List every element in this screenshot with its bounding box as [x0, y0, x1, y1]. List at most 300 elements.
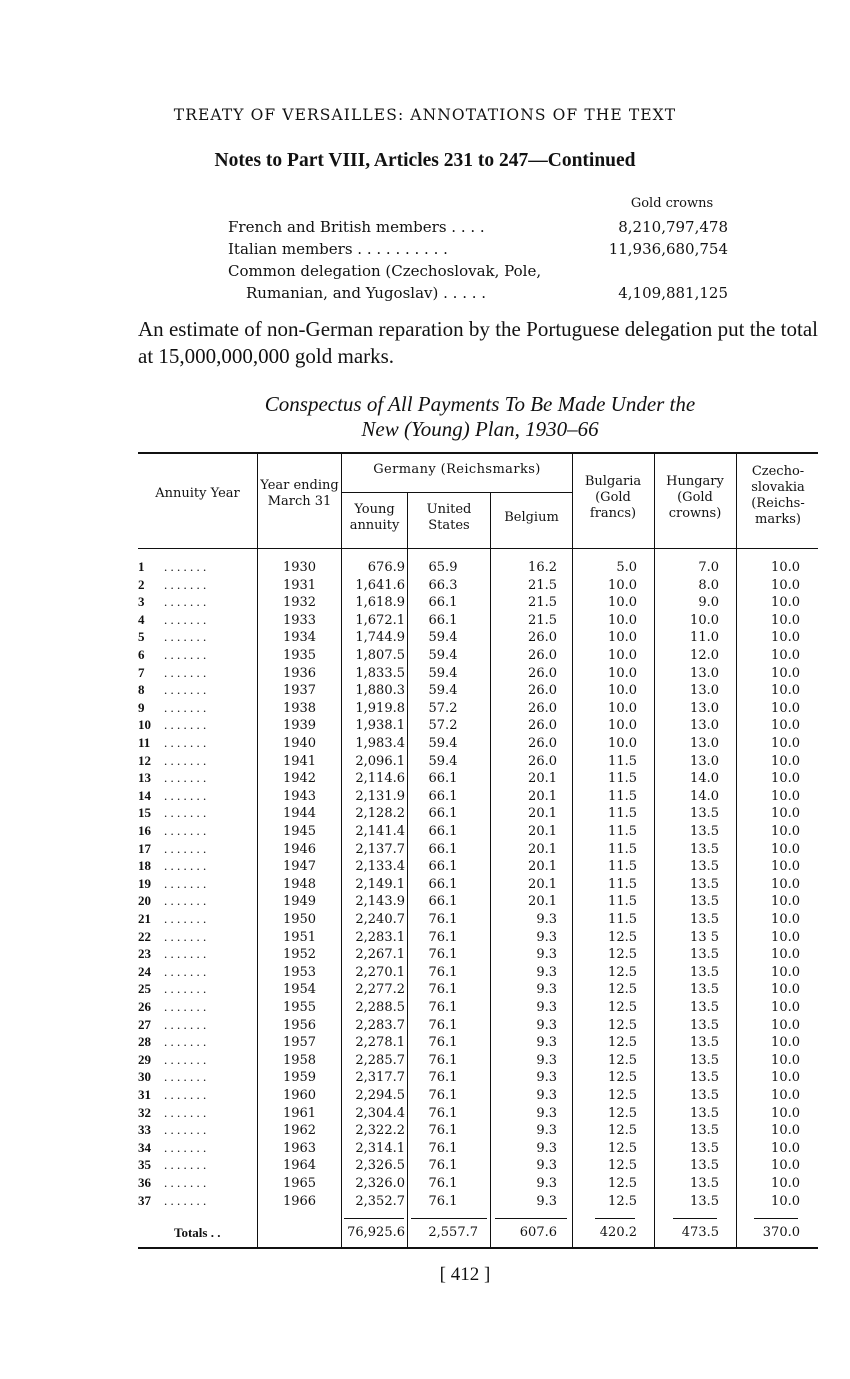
cell-belgium: 20.1 — [528, 788, 557, 804]
annuity-year-number: 9 — [138, 699, 145, 715]
leader-dots: . . . . . . . — [164, 963, 207, 979]
cell-czechoslovakia: 10.0 — [771, 894, 800, 910]
cell-hungary: 13.5 — [690, 1035, 719, 1051]
leader-dots: . . . . . . . — [164, 717, 207, 733]
cell-year-ending: 1942 — [282, 771, 317, 787]
annuity-year-label — [138, 1052, 206, 1068]
annuity-year-number: 37 — [138, 1192, 151, 1208]
cell-young-annuity: 2,283.7 — [355, 1017, 405, 1033]
cell-united-states: 59.4 — [428, 753, 458, 769]
cell-hungary: 13.5 — [690, 1052, 719, 1068]
running-head: TREATY OF VERSAILLES: ANNOTATIONS OF THE TEXT — [173, 106, 677, 124]
cell-belgium: 21.5 — [528, 612, 557, 628]
cell-czechoslovakia: 10.0 — [771, 841, 800, 857]
cell-bulgaria: 12.5 — [608, 982, 637, 998]
cell-united-states: 66.1 — [428, 612, 458, 628]
header-hungary: Hungary (Gold crowns) — [666, 474, 724, 521]
annuity-year-label — [138, 1122, 206, 1138]
column-divider — [341, 452, 342, 1247]
leader-dots: . . . . . . . — [164, 647, 207, 662]
annuity-year-number: 21 — [138, 911, 151, 926]
annuity-year-label — [138, 929, 206, 945]
leader-dots: . . . . . . . — [164, 1122, 207, 1138]
leader-dots: . . . . . . . — [164, 911, 207, 926]
cell-hungary: 13.0 — [690, 665, 719, 681]
cell-czechoslovakia: 10.0 — [771, 665, 800, 681]
gold-crowns-label: Common delegation (Czechoslovak, Pole, — [228, 262, 542, 280]
total-czechoslovakia: 370.0 — [762, 1225, 800, 1240]
cell-belgium: 26.0 — [528, 665, 557, 681]
cell-united-states: 76.1 — [428, 1193, 458, 1209]
cell-young-annuity: 1,807.5 — [355, 648, 405, 663]
annuity-year-label — [138, 594, 206, 610]
cell-hungary: 9.0 — [698, 595, 719, 611]
annuity-year-number: 4 — [138, 611, 145, 627]
cell-belgium: 9.3 — [536, 1052, 557, 1068]
annuity-year-label — [138, 858, 206, 874]
cell-belgium: 9.3 — [536, 1035, 557, 1051]
cell-hungary: 13.0 — [690, 718, 719, 734]
cell-young-annuity: 2,304.4 — [355, 1105, 405, 1121]
annuity-year-label — [138, 946, 206, 962]
annuity-year-label — [138, 1157, 206, 1173]
cell-united-states: 76.1 — [428, 1035, 458, 1051]
annuity-year-number: 1 — [138, 559, 145, 574]
annuity-year-label — [138, 559, 206, 575]
annuity-year-label — [138, 788, 206, 804]
cell-belgium: 20.1 — [528, 841, 557, 857]
cell-year-ending: 1941 — [282, 753, 317, 769]
cell-belgium: 20.1 — [528, 859, 557, 875]
cell-bulgaria: 10.0 — [608, 736, 637, 751]
cell-bulgaria: 11.5 — [608, 788, 637, 804]
annuity-year-label — [138, 805, 206, 821]
annuity-year-number: 34 — [138, 1139, 151, 1155]
cell-young-annuity: 2,314.1 — [355, 1140, 405, 1156]
cell-bulgaria: 12.5 — [608, 1017, 637, 1033]
cell-czechoslovakia: 10.0 — [771, 718, 800, 734]
annuity-year-number: 6 — [138, 647, 145, 662]
cell-young-annuity: 2,149.1 — [355, 876, 405, 892]
cell-united-states: 76.1 — [428, 1017, 458, 1033]
cell-young-annuity: 1,880.3 — [355, 683, 405, 699]
cell-young-annuity: 2,143.9 — [355, 894, 405, 910]
page-number: [ 412 ] — [439, 1264, 491, 1285]
cell-belgium: 21.5 — [528, 577, 557, 593]
cell-czechoslovakia: 10.0 — [771, 964, 800, 980]
cell-united-states: 66.3 — [428, 577, 458, 593]
cell-united-states: 76.1 — [428, 1176, 458, 1191]
annuity-year-label — [138, 577, 206, 593]
cell-czechoslovakia: 10.0 — [771, 736, 800, 751]
leader-dots: . . . . . . . — [164, 787, 207, 803]
annuity-year-label — [138, 1087, 206, 1103]
cell-young-annuity: 2,096.1 — [355, 753, 405, 769]
total-underline — [495, 1218, 567, 1219]
annuity-year-number: 8 — [138, 682, 145, 698]
header-bulgaria: Bulgaria (Gold francs) — [584, 474, 642, 521]
leader-dots: . . . . . . . — [164, 752, 207, 768]
annuity-year-label — [138, 629, 206, 645]
annuity-year-label — [138, 893, 206, 909]
cell-czechoslovakia: 10.0 — [771, 912, 800, 927]
cell-bulgaria: 10.0 — [608, 630, 637, 646]
cell-bulgaria: 12.5 — [608, 964, 637, 980]
annuity-year-label — [138, 964, 206, 980]
cell-united-states: 66.1 — [428, 894, 458, 910]
cell-hungary: 14.0 — [690, 771, 719, 787]
cell-year-ending: 1930 — [282, 560, 317, 575]
cell-belgium: 9.3 — [536, 1017, 557, 1033]
cell-belgium: 20.1 — [528, 876, 557, 892]
cell-bulgaria: 5.0 — [616, 560, 637, 575]
header-germany-group: Germany (Reichsmarks) — [373, 462, 541, 477]
cell-year-ending: 1934 — [282, 630, 317, 646]
leader-dots: . . . . . . . — [164, 1104, 207, 1120]
cell-united-states: 76.1 — [428, 1052, 458, 1068]
leader-dots: . . . . . . . — [164, 629, 207, 645]
cell-belgium: 26.0 — [528, 736, 557, 751]
cell-year-ending: 1932 — [282, 595, 317, 611]
cell-young-annuity: 2,326.5 — [355, 1158, 405, 1174]
cell-belgium: 26.0 — [528, 718, 557, 734]
annuity-year-label — [138, 717, 206, 733]
table-bottom-rule — [138, 1247, 818, 1249]
leader-dots: . . . . . . . — [164, 735, 207, 750]
cell-united-states: 59.4 — [428, 630, 458, 646]
cell-belgium: 9.3 — [536, 1105, 557, 1121]
header-annuity-year: Annuity Year — [155, 486, 240, 501]
cell-belgium: 26.0 — [528, 683, 557, 699]
cell-young-annuity: 676.9 — [367, 560, 405, 575]
annuity-year-label — [138, 700, 206, 716]
cell-belgium: 9.3 — [536, 1123, 557, 1139]
cell-young-annuity: 1,618.9 — [355, 595, 405, 611]
cell-hungary: 13.5 — [690, 1123, 719, 1139]
total-united-states: 2,557.7 — [428, 1225, 478, 1240]
cell-year-ending: 1953 — [282, 964, 317, 980]
cell-young-annuity: 2,285.7 — [355, 1052, 405, 1068]
cell-united-states: 66.1 — [428, 771, 458, 787]
leader-dots: . . . . . . . — [164, 823, 207, 838]
cell-year-ending: 1957 — [282, 1035, 317, 1051]
annuity-year-number: 7 — [138, 664, 145, 680]
leader-dots: . . . . . . . — [164, 664, 207, 680]
cell-young-annuity: 2,326.0 — [355, 1176, 405, 1191]
cell-united-states: 76.1 — [428, 1105, 458, 1121]
table-caption — [0, 392, 850, 442]
cell-bulgaria: 11.5 — [608, 876, 637, 892]
gold-crowns-row — [228, 240, 728, 262]
cell-czechoslovakia: 10.0 — [771, 1070, 800, 1086]
cell-united-states: 66.1 — [428, 876, 458, 892]
annuity-year-number: 24 — [138, 963, 151, 979]
annuity-year-label — [138, 753, 206, 769]
cell-young-annuity: 2,322.2 — [355, 1123, 405, 1139]
cell-czechoslovakia: 10.0 — [771, 648, 800, 663]
annuity-year-number: 27 — [138, 1016, 151, 1032]
cell-czechoslovakia: 10.0 — [771, 1017, 800, 1033]
cell-bulgaria: 12.5 — [608, 1035, 637, 1051]
cell-young-annuity: 2,141.4 — [355, 824, 405, 839]
cell-bulgaria: 11.5 — [608, 806, 637, 822]
cell-year-ending: 1947 — [282, 859, 317, 875]
cell-year-ending: 1961 — [282, 1105, 317, 1121]
cell-hungary: 13.5 — [690, 982, 719, 998]
annuity-year-number: 10 — [138, 717, 151, 733]
cell-young-annuity: 2,283.1 — [355, 929, 405, 945]
cell-bulgaria: 10.0 — [608, 612, 637, 628]
annuity-year-number: 19 — [138, 875, 151, 891]
cell-belgium: 20.1 — [528, 894, 557, 910]
cell-hungary: 13.0 — [690, 736, 719, 751]
total-underline — [673, 1218, 717, 1219]
cell-belgium: 9.3 — [536, 982, 557, 998]
cell-hungary: 13.5 — [690, 859, 719, 875]
cell-year-ending: 1937 — [282, 683, 317, 699]
cell-united-states: 59.4 — [428, 665, 458, 681]
cell-hungary: 13.5 — [690, 947, 719, 963]
gold-crowns-row — [228, 284, 728, 306]
cell-bulgaria: 12.5 — [608, 1105, 637, 1121]
cell-czechoslovakia: 10.0 — [771, 612, 800, 628]
cell-belgium: 9.3 — [536, 1000, 557, 1015]
annuity-year-label — [138, 841, 206, 857]
cell-united-states: 76.1 — [428, 1123, 458, 1139]
cell-hungary: 13.5 — [690, 824, 719, 839]
cell-united-states: 76.1 — [428, 912, 458, 927]
cell-year-ending: 1946 — [282, 841, 317, 857]
annuity-year-number: 35 — [138, 1157, 151, 1173]
total-underline — [411, 1218, 487, 1219]
cell-year-ending: 1938 — [282, 700, 317, 716]
cell-united-states: 76.1 — [428, 1000, 458, 1015]
cell-united-states: 76.1 — [428, 982, 458, 998]
cell-year-ending: 1933 — [282, 612, 317, 628]
cell-year-ending: 1952 — [282, 947, 317, 963]
gold-crowns-row — [228, 218, 728, 240]
cell-young-annuity: 1,672.1 — [355, 612, 405, 628]
cell-united-states: 57.2 — [428, 718, 458, 734]
cell-hungary: 13.5 — [690, 964, 719, 980]
cell-czechoslovakia: 10.0 — [771, 947, 800, 963]
cell-hungary: 8.0 — [698, 577, 719, 593]
annuity-year-number: 32 — [138, 1104, 151, 1120]
gold-crowns-unit: Gold crowns — [630, 196, 714, 211]
leader-dots: . . . . . . . — [164, 840, 207, 856]
cell-young-annuity: 1,919.8 — [355, 700, 405, 716]
gold-crowns-row — [228, 262, 728, 284]
cell-bulgaria: 11.5 — [608, 824, 637, 839]
subheading: Notes to Part VIII, Articles 231 to 247—Continued — [214, 150, 636, 171]
cell-bulgaria: 11.5 — [608, 912, 637, 927]
annuity-year-number: 29 — [138, 1051, 151, 1067]
cell-young-annuity: 2,270.1 — [355, 964, 405, 980]
annuity-year-number: 12 — [138, 752, 151, 768]
annuity-year-number: 28 — [138, 1034, 151, 1050]
leader-dots: . . . . . . . — [164, 611, 207, 627]
gold-crowns-value: 8,210,797,478 — [618, 218, 728, 236]
cell-belgium: 20.1 — [528, 806, 557, 822]
cell-young-annuity: 2,288.5 — [355, 1000, 405, 1015]
cell-year-ending: 1948 — [282, 876, 317, 892]
annuity-year-label — [138, 682, 206, 698]
cell-bulgaria: 10.0 — [608, 577, 637, 593]
leader-dots: . . . . . . . — [164, 1051, 207, 1067]
cell-czechoslovakia: 10.0 — [771, 1000, 800, 1015]
annuity-year-label — [138, 1140, 206, 1156]
body-paragraph: An estimate of non-German reparation by the Portuguese delegation put the total at 15,000,000,000 gold marks. — [138, 317, 818, 368]
total-bulgaria: 420.2 — [599, 1225, 637, 1240]
cell-young-annuity: 1,833.5 — [355, 665, 405, 681]
cell-czechoslovakia: 10.0 — [771, 929, 800, 945]
cell-bulgaria: 12.5 — [608, 1070, 637, 1086]
cell-year-ending: 1931 — [282, 577, 317, 593]
germany-group-rule — [341, 492, 572, 493]
header-united-states: United States — [426, 502, 472, 533]
cell-czechoslovakia: 10.0 — [771, 630, 800, 646]
cell-czechoslovakia: 10.0 — [771, 577, 800, 593]
cell-bulgaria: 12.5 — [608, 1176, 637, 1191]
leader-dots: . . . . . . . — [164, 699, 207, 715]
cell-hungary: 13.5 — [690, 894, 719, 910]
table-caption-line: Conspectus of All Payments To Be Made Under the — [264, 392, 696, 416]
cell-year-ending: 1956 — [282, 1017, 317, 1033]
cell-young-annuity: 2,240.7 — [355, 912, 405, 927]
cell-bulgaria: 10.0 — [608, 595, 637, 611]
cell-czechoslovakia: 10.0 — [771, 700, 800, 716]
total-belgium: 607.6 — [519, 1225, 557, 1240]
cell-czechoslovakia: 10.0 — [771, 1176, 800, 1191]
cell-young-annuity: 1,744.9 — [355, 630, 405, 646]
header-year-ending: Year ending March 31 — [260, 478, 339, 509]
cell-belgium: 9.3 — [536, 1088, 557, 1103]
cell-year-ending: 1966 — [282, 1193, 317, 1209]
cell-united-states: 76.1 — [428, 947, 458, 963]
cell-year-ending: 1935 — [282, 648, 317, 663]
annuity-year-number: 15 — [138, 805, 151, 821]
annuity-year-label — [138, 770, 206, 786]
cell-united-states: 59.4 — [428, 648, 458, 663]
leader-dots: . . . . . . . — [164, 928, 207, 944]
cell-year-ending: 1964 — [282, 1158, 317, 1174]
cell-hungary: 13.5 — [690, 1088, 719, 1103]
leader-dots: . . . . . . . — [164, 559, 207, 574]
cell-hungary: 12.0 — [690, 648, 719, 663]
cell-year-ending: 1955 — [282, 1000, 317, 1015]
annuity-year-label — [138, 1105, 206, 1121]
cell-czechoslovakia: 10.0 — [771, 560, 800, 575]
annuity-year-label — [138, 1175, 206, 1191]
annuity-year-number: 18 — [138, 858, 151, 874]
annuity-year-label — [138, 823, 206, 839]
cell-belgium: 9.3 — [536, 947, 557, 963]
cell-united-states: 66.1 — [428, 595, 458, 611]
cell-czechoslovakia: 10.0 — [771, 806, 800, 822]
leader-dots: . . . . . . . — [164, 770, 207, 786]
header-young-annuity: Young annuity — [349, 502, 400, 533]
cell-year-ending: 1939 — [282, 718, 317, 734]
cell-belgium: 9.3 — [536, 1070, 557, 1086]
leader-dots: . . . . . . . — [164, 1016, 207, 1032]
cell-bulgaria: 10.0 — [608, 718, 637, 734]
annuity-year-label — [138, 665, 206, 681]
cell-year-ending: 1959 — [282, 1070, 317, 1086]
cell-hungary: 13.0 — [690, 700, 719, 716]
cell-czechoslovakia: 10.0 — [771, 753, 800, 769]
leader-dots: . . . . . . . — [164, 1157, 207, 1173]
cell-united-states: 66.1 — [428, 788, 458, 804]
cell-hungary: 13.5 — [690, 876, 719, 892]
cell-young-annuity: 2,277.2 — [355, 982, 405, 998]
cell-czechoslovakia: 10.0 — [771, 683, 800, 699]
header-belgium: Belgium — [504, 510, 559, 525]
annuity-year-label — [138, 735, 206, 751]
cell-czechoslovakia: 10.0 — [771, 1193, 800, 1209]
cell-belgium: 20.1 — [528, 824, 557, 839]
annuity-year-label — [138, 1193, 206, 1209]
cell-young-annuity: 2,133.4 — [355, 859, 405, 875]
cell-united-states: 76.1 — [428, 964, 458, 980]
cell-hungary: 14.0 — [690, 788, 719, 804]
annuity-year-label — [138, 1069, 206, 1085]
cell-bulgaria: 11.5 — [608, 841, 637, 857]
cell-young-annuity: 2,352.7 — [355, 1193, 405, 1209]
cell-year-ending: 1944 — [282, 806, 317, 822]
total-hungary: 473.5 — [681, 1225, 719, 1240]
leader-dots: . . . . . . . — [164, 1034, 207, 1050]
cell-belgium: 26.0 — [528, 648, 557, 663]
cell-czechoslovakia: 10.0 — [771, 1088, 800, 1103]
cell-bulgaria: 11.5 — [608, 753, 637, 769]
cell-united-states: 66.1 — [428, 806, 458, 822]
annuity-year-number: 31 — [138, 1087, 151, 1102]
annuity-year-number: 22 — [138, 928, 151, 944]
leader-dots: . . . . . . . — [164, 875, 207, 891]
table-caption-line: New (Young) Plan, 1930–66 — [361, 417, 599, 441]
gold-crowns-label: Rumanian, and Yugoslav) . . . . . — [246, 284, 487, 302]
cell-czechoslovakia: 10.0 — [771, 1140, 800, 1156]
cell-bulgaria: 10.0 — [608, 683, 637, 699]
cell-czechoslovakia: 10.0 — [771, 595, 800, 611]
annuity-year-number: 17 — [138, 840, 151, 856]
cell-year-ending: 1954 — [282, 982, 317, 998]
cell-hungary: 10.0 — [690, 612, 719, 628]
cell-bulgaria: 12.5 — [608, 947, 637, 963]
cell-year-ending: 1962 — [282, 1123, 317, 1139]
cell-czechoslovakia: 10.0 — [771, 982, 800, 998]
cell-year-ending: 1963 — [282, 1140, 317, 1156]
cell-belgium: 26.0 — [528, 753, 557, 769]
cell-hungary: 13.5 — [690, 1105, 719, 1121]
cell-hungary: 11.0 — [690, 630, 719, 646]
cell-united-states: 66.1 — [428, 859, 458, 875]
gold-crowns-label: French and British members . . . . — [228, 218, 485, 236]
total-underline — [344, 1218, 404, 1219]
cell-united-states: 59.4 — [428, 736, 458, 751]
cell-belgium: 9.3 — [536, 1176, 557, 1191]
cell-united-states: 66.1 — [428, 841, 458, 857]
cell-young-annuity: 2,128.2 — [355, 806, 405, 822]
annuity-year-number: 20 — [138, 893, 151, 909]
cell-czechoslovakia: 10.0 — [771, 1158, 800, 1174]
cell-belgium: 9.3 — [536, 929, 557, 945]
cell-year-ending: 1958 — [282, 1052, 317, 1068]
cell-bulgaria: 10.0 — [608, 648, 637, 663]
cell-bulgaria: 12.5 — [608, 1158, 637, 1174]
gold-crowns-label: Italian members . . . . . . . . . . — [228, 240, 448, 258]
cell-united-states: 66.1 — [428, 824, 458, 839]
